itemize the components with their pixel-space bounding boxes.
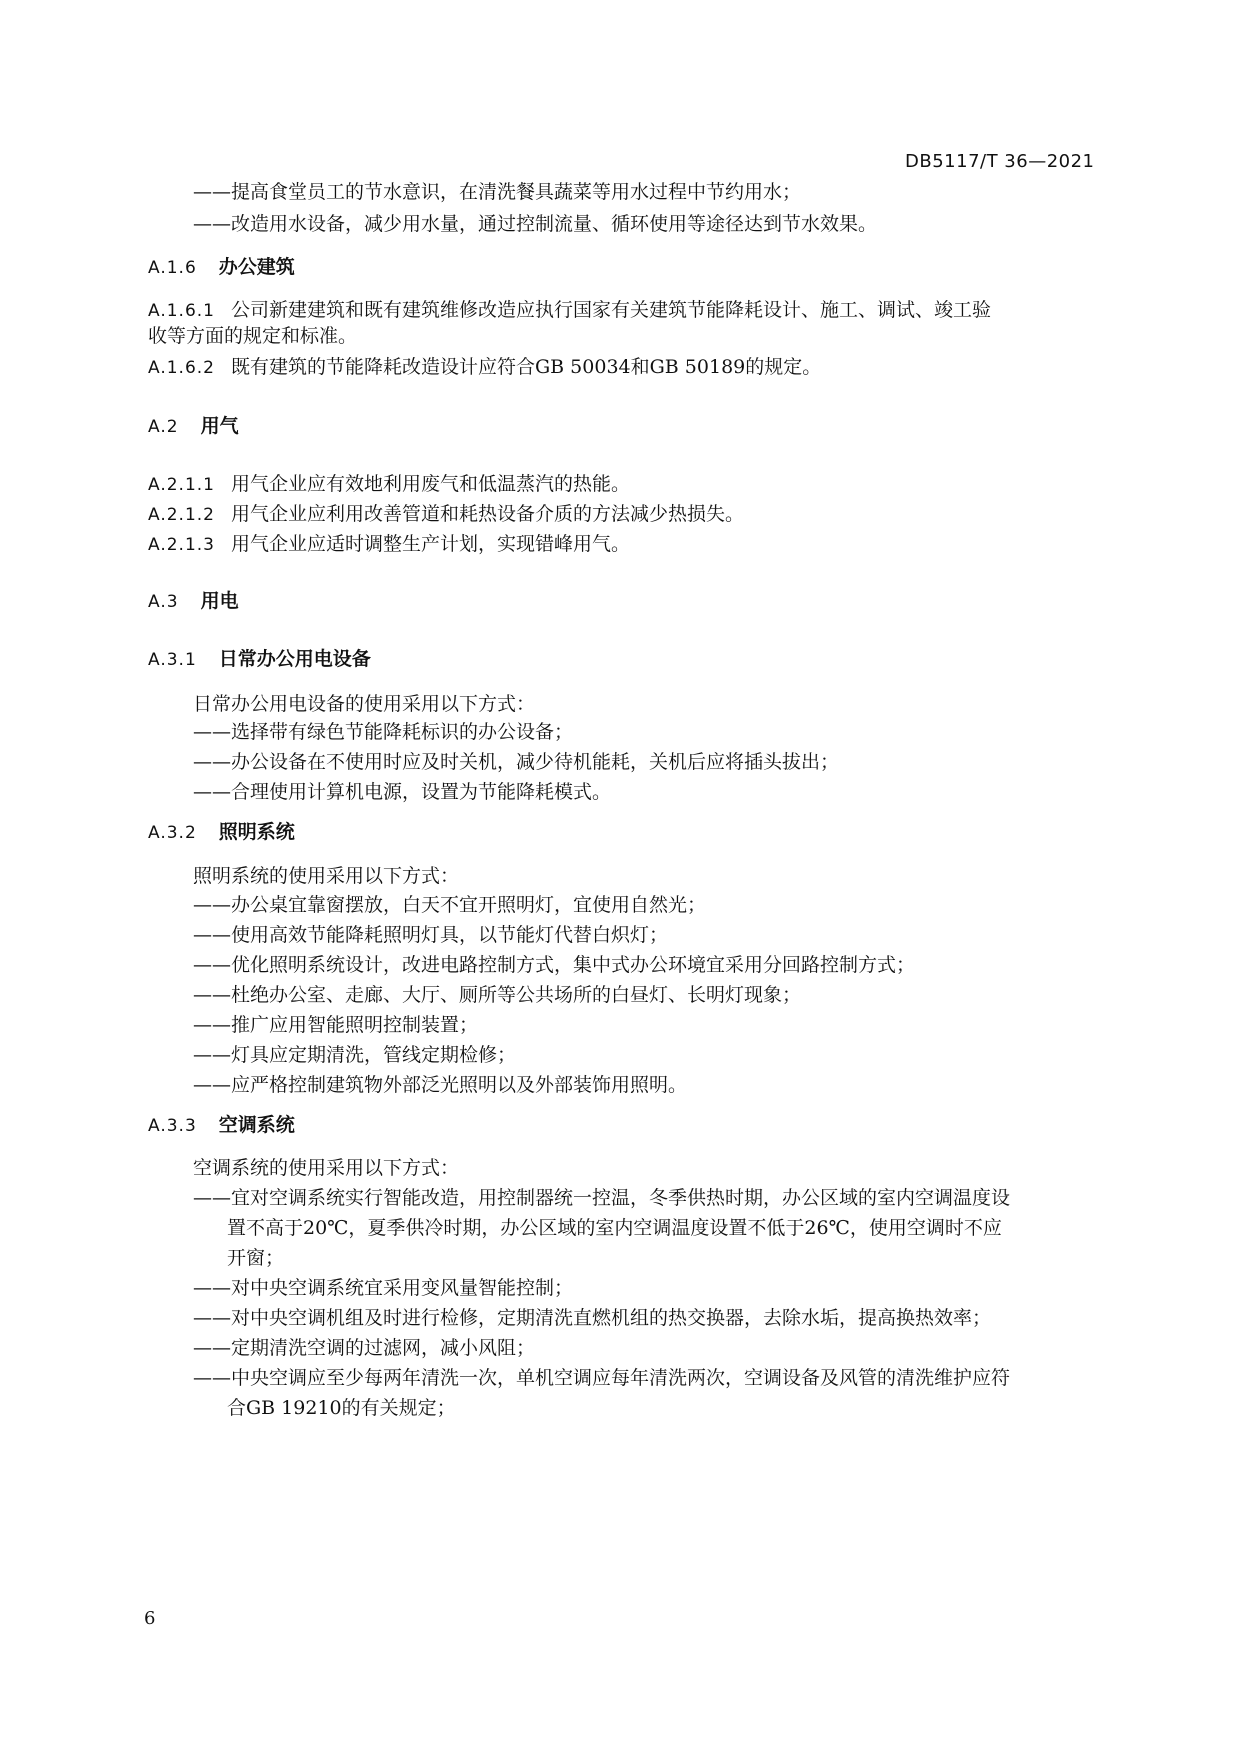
clause-text: 公司新建建筑和既有建筑维修改造应执行国家有关建筑节能降耗设计、施工、调试、竣工验 <box>231 299 992 321</box>
section-number: A.1.6 <box>148 258 197 278</box>
list-item: ——灯具应定期清洗，管线定期检修； <box>193 1044 517 1066</box>
section-title: 日常办公用电设备 <box>218 648 371 670</box>
clause-a-1-6-2 <box>148 353 821 382</box>
clause-text: 用气企业应适时调整生产计划，实现错峰用气。 <box>231 533 631 555</box>
section-title: 用气 <box>200 415 239 437</box>
section-title: 办公建筑 <box>218 256 295 278</box>
section-number: A.2 <box>148 417 179 437</box>
section-heading-a-3 <box>148 587 239 616</box>
list-item: ——对中央空调机组及时进行检修，定期清洗直燃机组的热交换器，去除水垢，提高换热效率； <box>193 1307 992 1329</box>
section-heading-a-2 <box>148 412 239 441</box>
section-heading-a-3-3 <box>148 1111 295 1140</box>
section-title: 照明系统 <box>218 821 295 843</box>
section-heading-a-3-2 <box>148 818 295 847</box>
clause-number: A.2.1.3 <box>148 535 215 555</box>
clause-a-2-1-2 <box>148 500 744 529</box>
section-number: A.3.3 <box>148 1116 197 1136</box>
document-code: DB5117/T 36—2021 <box>905 151 1095 172</box>
list-item: ——改造用水设备，减少用水量，通过控制流量、循环使用等途径达到节水效果。 <box>193 213 878 235</box>
section-title: 用电 <box>200 590 239 612</box>
section-title: 空调系统 <box>218 1114 295 1136</box>
clause-a-2-1-1 <box>148 470 630 499</box>
page-number: 6 <box>144 1608 156 1629</box>
clause-a-1-6-1 <box>148 296 991 325</box>
section-number: A.3.2 <box>148 823 197 843</box>
list-item: ——宜对空调系统实行智能改造，用控制器统一控温，冬季供热时期，办公区域的室内空调温度设 <box>193 1187 1011 1209</box>
list-item: ——定期清洗空调的过滤网，减小风阻； <box>193 1337 536 1359</box>
list-item-continuation: 开窗； <box>227 1247 285 1269</box>
list-item: ——对中央空调系统宜采用变风量智能控制； <box>193 1277 574 1299</box>
list-item-continuation: 合GB 19210的有关规定； <box>227 1397 456 1419</box>
list-item: ——使用高效节能降耗照明灯具，以节能灯代替白炽灯； <box>193 924 669 946</box>
clause-number: A.2.1.1 <box>148 475 215 495</box>
clause-number: A.1.6.1 <box>148 301 215 321</box>
list-item-continuation: 置不高于20℃，夏季供冷时期，办公区域的室内空调温度设置不低于26℃，使用空调时不应 <box>227 1217 1002 1239</box>
clause-text: 既有建筑的节能降耗改造设计应符合GB 50034和GB 50189的规定。 <box>231 356 822 378</box>
list-item: ——应严格控制建筑物外部泛光照明以及外部装饰用照明。 <box>193 1074 688 1096</box>
clause-number: A.2.1.2 <box>148 505 215 525</box>
list-item: ——合理使用计算机电源，设置为节能降耗模式。 <box>193 781 612 803</box>
clause-text: 用气企业应有效地利用废气和低温蒸汽的热能。 <box>231 473 631 495</box>
clause-a-2-1-3 <box>148 530 630 559</box>
section-heading-a-3-1 <box>148 645 371 674</box>
list-item: ——优化照明系统设计，改进电路控制方式，集中式办公环境宜采用分回路控制方式； <box>193 954 916 976</box>
list-item: ——中央空调应至少每两年清洗一次，单机空调应每年清洗两次，空调设备及风管的清洗维护应符 <box>193 1367 1011 1389</box>
section-number: A.3.1 <box>148 650 197 670</box>
clause-number: A.1.6.2 <box>148 358 215 378</box>
section-intro: 日常办公用电设备的使用采用以下方式： <box>193 693 536 715</box>
list-item: ——提高食堂员工的节水意识，在清洗餐具蔬菜等用水过程中节约用水； <box>193 181 802 203</box>
section-intro: 照明系统的使用采用以下方式： <box>193 865 460 887</box>
clause-continuation: 收等方面的规定和标准。 <box>148 325 358 347</box>
section-intro: 空调系统的使用采用以下方式： <box>193 1157 460 1179</box>
list-item: ——办公设备在不使用时应及时关机，减少待机能耗，关机后应将插头拔出； <box>193 751 840 773</box>
section-heading-a-1-6 <box>148 253 295 282</box>
section-number: A.3 <box>148 592 179 612</box>
list-item: ——推广应用智能照明控制装置； <box>193 1014 479 1036</box>
list-item: ——杜绝办公室、走廊、大厅、厕所等公共场所的白昼灯、长明灯现象； <box>193 984 802 1006</box>
clause-text: 用气企业应利用改善管道和耗热设备介质的方法减少热损失。 <box>231 503 745 525</box>
list-item: ——办公桌宜靠窗摆放，白天不宜开照明灯，宜使用自然光； <box>193 894 707 916</box>
list-item: ——选择带有绿色节能降耗标识的办公设备； <box>193 721 574 743</box>
